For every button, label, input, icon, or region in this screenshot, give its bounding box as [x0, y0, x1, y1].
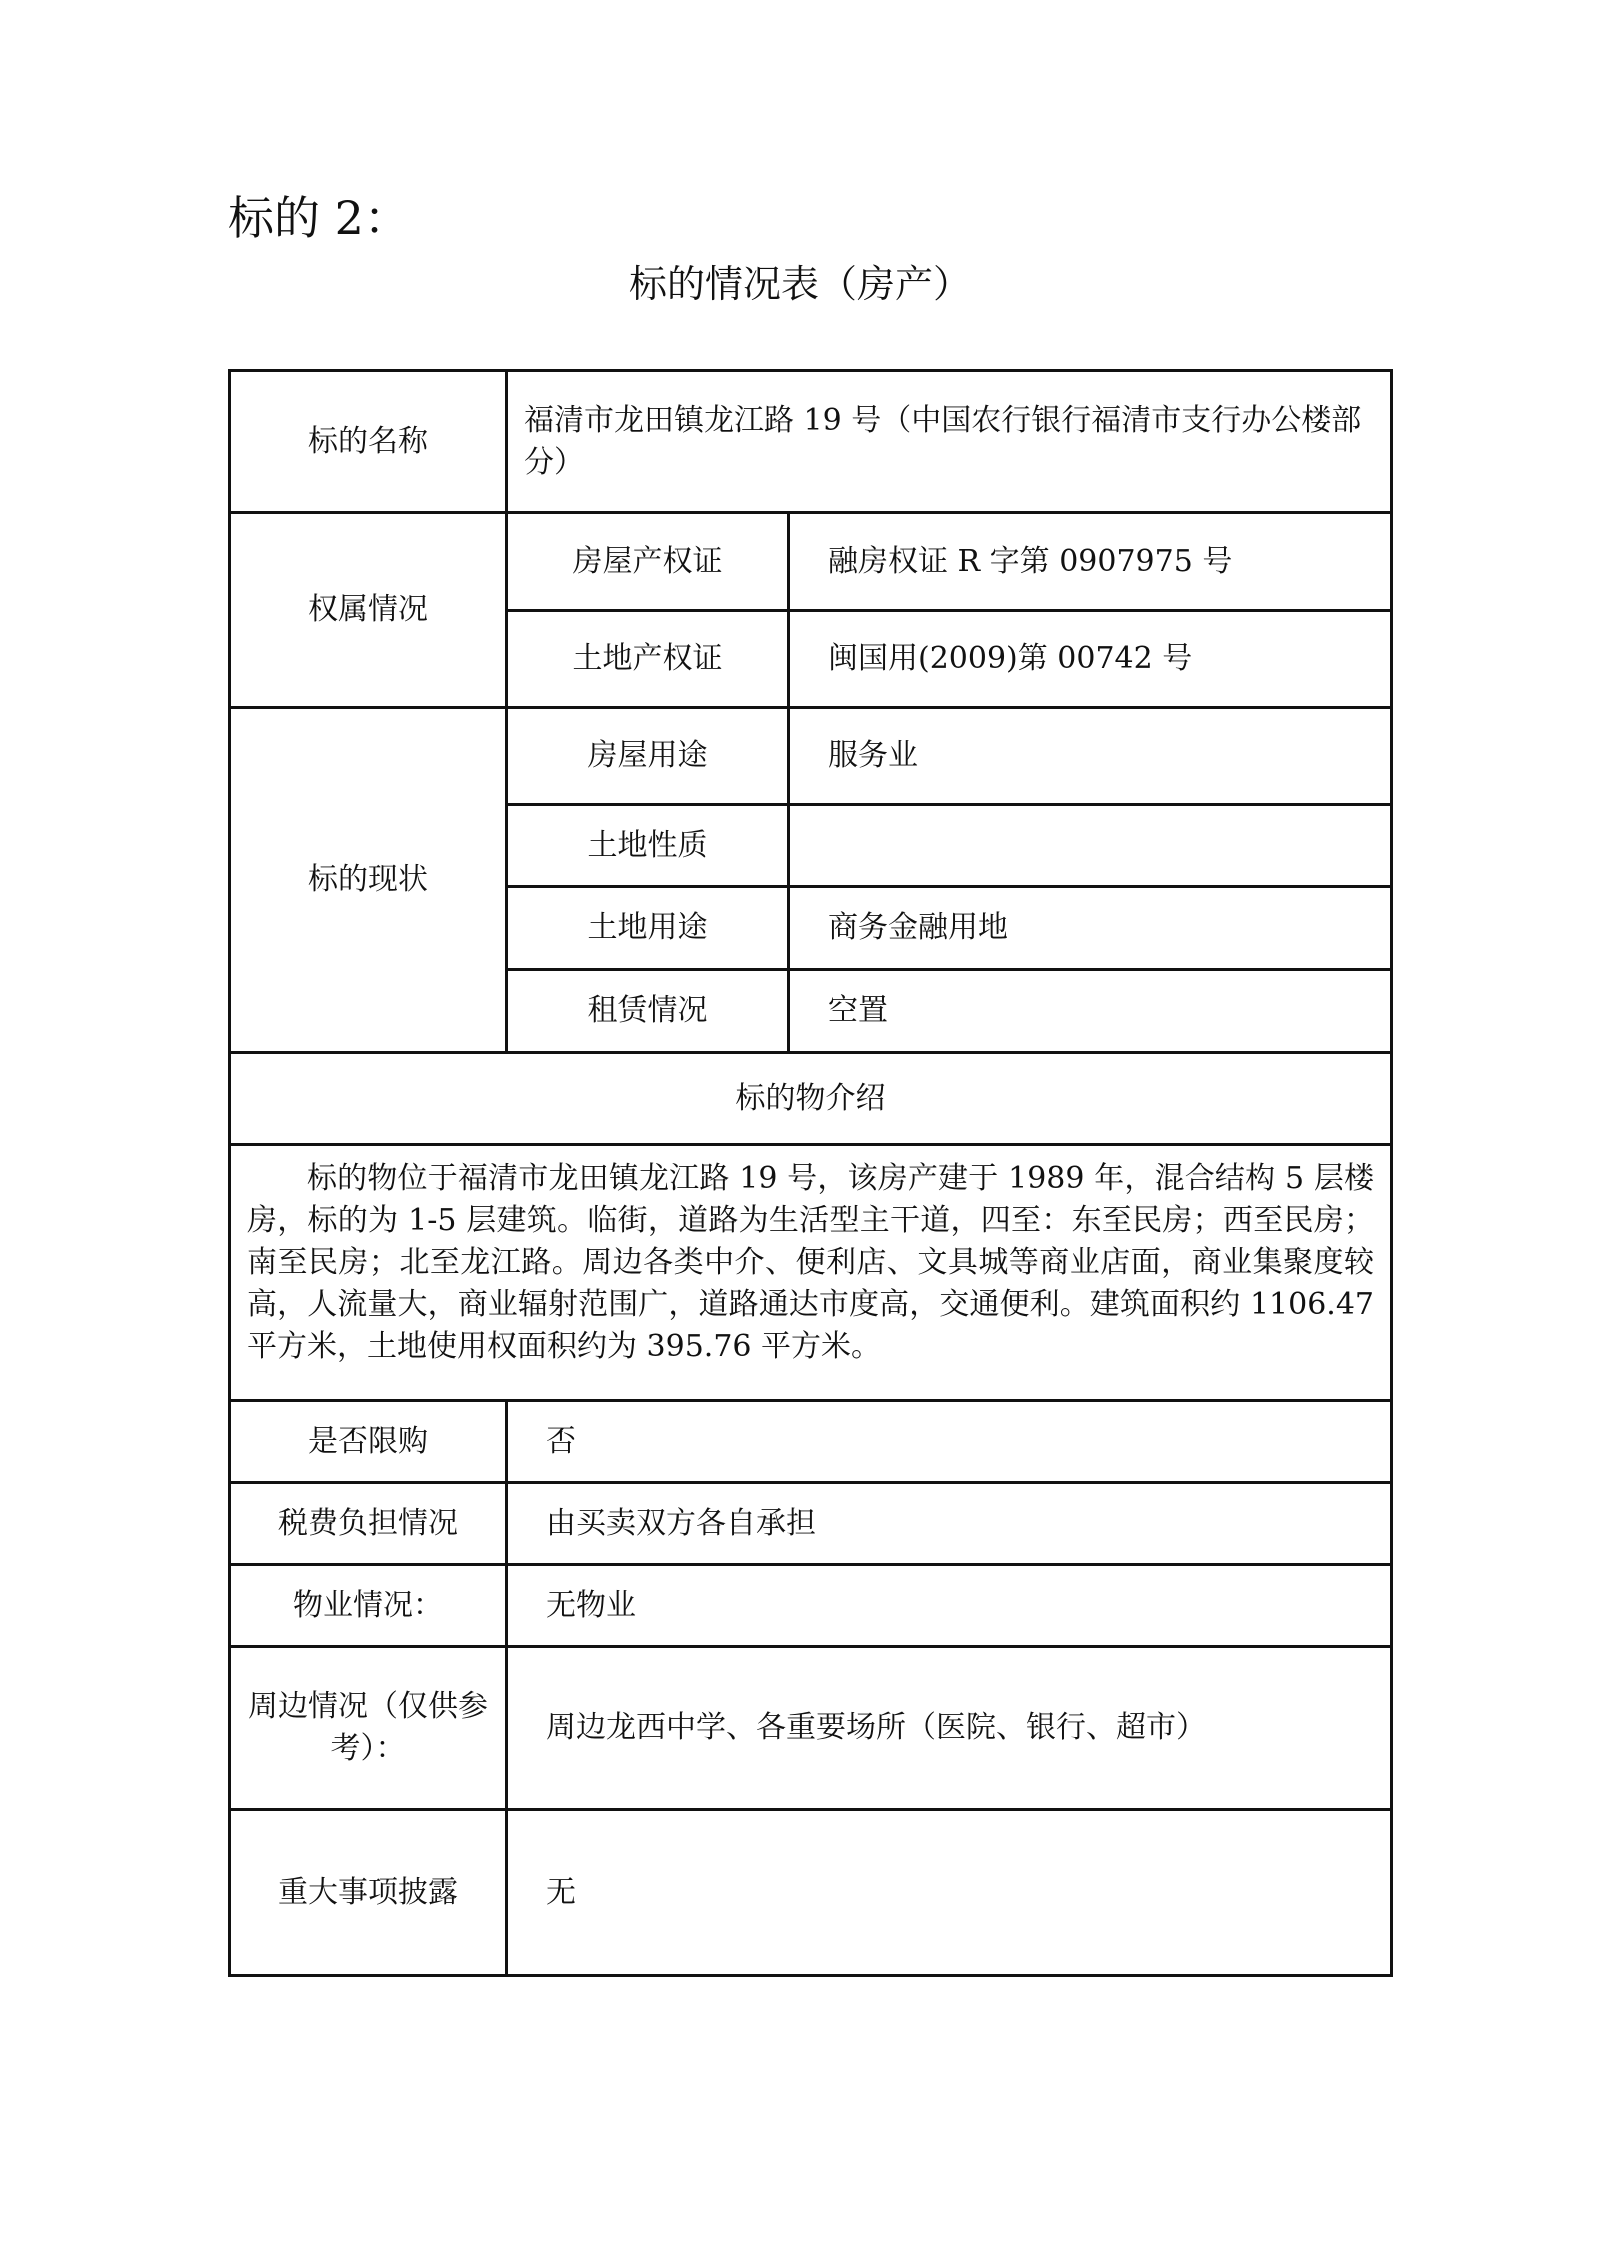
name-value: 福清市龙田镇龙江路 19 号（中国农行银行福清市支行办公楼部分） [507, 371, 1392, 513]
status-row-value: 商务金融用地 [789, 887, 1392, 970]
status-row-value [789, 805, 1392, 887]
property-info-table [228, 369, 1393, 1977]
table-row [230, 1053, 1392, 1145]
intro-text: 标的物位于福清市龙田镇龙江路 19 号，该房产建于 1989 年，混合结构 5 层楼房，标的为 1-5 层建筑。临街，道路为生活型主干道，四至：东至民房；西至民房；南至民房；北至龙江路。周边各类中介、便利店、文具城等商业店面，商业集聚度较高，人流量大，商业辐射范围广，道路通达市度高，交通便利。建筑面积约 1106.47 平方米，土地使用权面积约为 395.76 平方米。 [247, 1161, 1374, 1364]
extra-value: 周边龙西中学、各重要场所（医院、银行、超市） [507, 1647, 1392, 1810]
extra-value: 由买卖双方各自承担 [507, 1483, 1392, 1565]
extra-value: 无物业 [507, 1565, 1392, 1647]
table-row [230, 513, 1392, 611]
page-heading: 标的 2： [228, 191, 410, 245]
intro-cell [230, 1145, 1392, 1401]
table-row [230, 371, 1392, 513]
status-row-label: 土地用途 [507, 887, 789, 970]
intro-header: 标的物介绍 [230, 1053, 1392, 1145]
table-row [230, 1145, 1392, 1401]
extra-label: 重大事项披露 [230, 1810, 507, 1976]
status-label: 标的现状 [230, 708, 507, 1053]
table-row [230, 1647, 1392, 1810]
ownership-row-label: 房屋产权证 [507, 513, 789, 611]
table-row [230, 1401, 1392, 1483]
extra-label: 物业情况： [230, 1565, 507, 1647]
ownership-label: 权属情况 [230, 513, 507, 708]
status-row-value: 空置 [789, 970, 1392, 1053]
status-row-value: 服务业 [789, 708, 1392, 805]
extra-label: 周边情况（仅供参考）： [230, 1647, 507, 1810]
extra-label: 税费负担情况 [230, 1483, 507, 1565]
status-row-label: 租赁情况 [507, 970, 789, 1053]
ownership-row-label: 土地产权证 [507, 611, 789, 708]
extra-value: 否 [507, 1401, 1392, 1483]
status-row-label: 房屋用途 [507, 708, 789, 805]
table-row [230, 1565, 1392, 1647]
table-row [230, 1810, 1392, 1976]
name-label: 标的名称 [230, 371, 507, 513]
table-row [230, 708, 1392, 805]
ownership-row-value: 闽国用(2009)第 00742 号 [789, 611, 1392, 708]
ownership-row-value: 融房权证 R 字第 0907975 号 [789, 513, 1392, 611]
extra-label: 是否限购 [230, 1401, 507, 1483]
table-row [230, 1483, 1392, 1565]
table-title: 标的情况表（房产） [628, 262, 971, 306]
status-row-label: 土地性质 [507, 805, 789, 887]
extra-value: 无 [507, 1810, 1392, 1976]
